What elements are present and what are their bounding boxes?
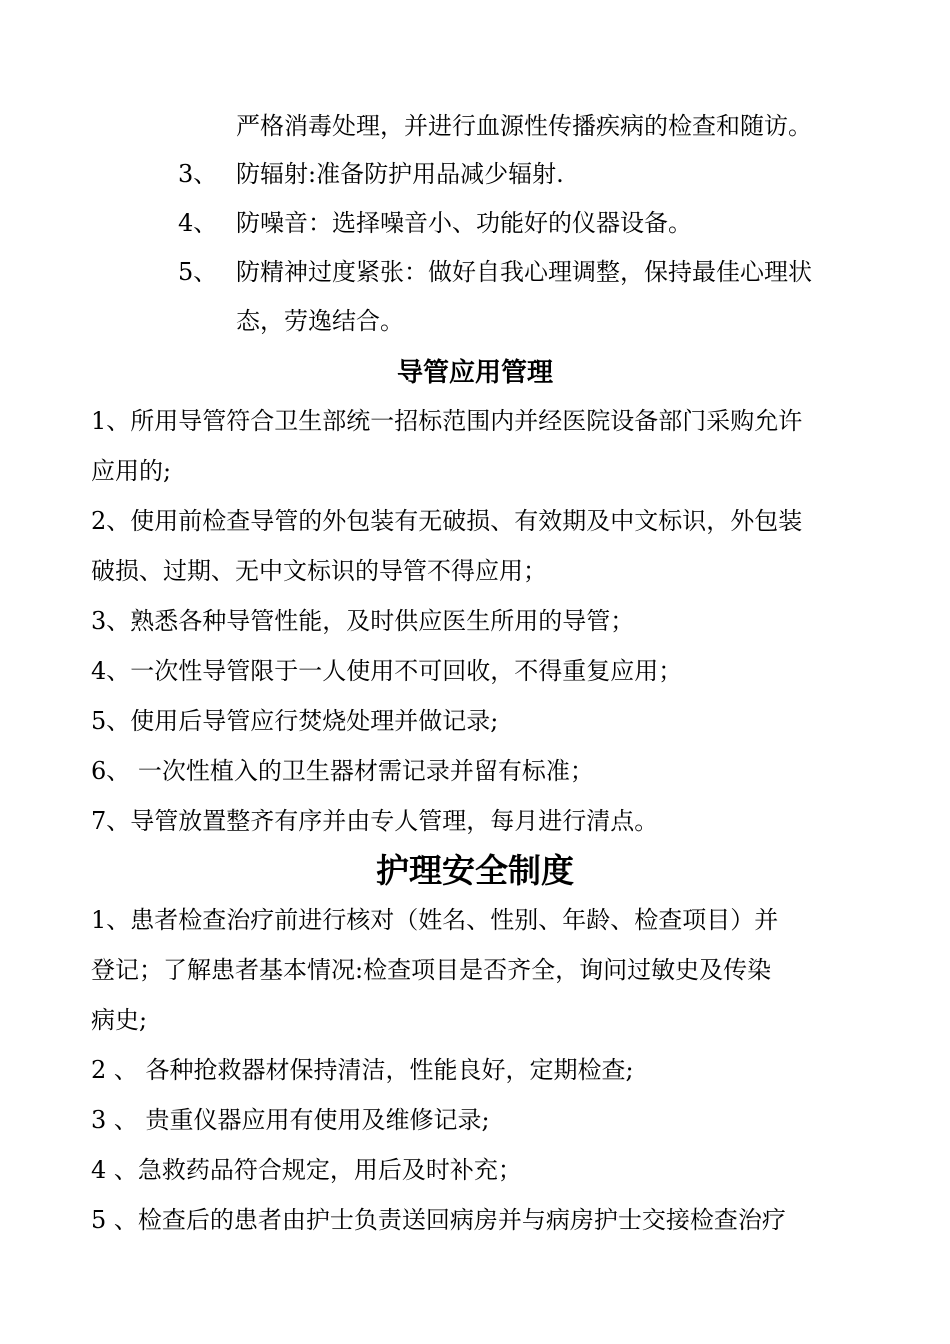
paragraph-line: 破损、过期、无中文标识的导管不得应用； (91, 557, 547, 585)
list-item-text: 防噪音：选择噪音小、功能好的仪器设备。 (236, 209, 692, 237)
paragraph-line: 1、所用导管符合卫生部统一招标范围内并经医院设备部门采购允许 (91, 407, 803, 435)
list-item-number: 4、 (178, 209, 218, 237)
paragraph-line: 5 、检查后的患者由护士负责送回病房并与病房护士交接检查治疗 (91, 1206, 786, 1234)
paragraph-line: 4 、急救药品符合规定，用后及时补充； (91, 1156, 522, 1184)
list-item-number: 5、 (178, 258, 218, 286)
section-title-catheter-management: 导管应用管理 (396, 358, 553, 388)
paragraph-line: 2、使用前检查导管的外包装有无破损、有效期及中文标识，外包装 (91, 507, 803, 535)
paragraph-line: 2 、 各种抢救器材保持清洁，性能良好，定期检查; (91, 1056, 634, 1084)
paragraph-line: 3 、 贵重仪器应用有使用及维修记录; (91, 1106, 490, 1134)
list-item-text: 防辐射:准备防护用品减少辐射. (236, 160, 564, 188)
paragraph-line: 1、患者检查治疗前进行核对（姓名、性别、年龄、检查项目）并 (91, 906, 779, 934)
paragraph-line: 病史; (91, 1006, 148, 1034)
section-title-nursing-safety: 护理安全制度 (376, 851, 574, 890)
paragraph-line: 6、 一次性植入的卫生器材需记录并留有标准； (91, 757, 594, 785)
list-continuation-text: 严格消毒处理，并进行血源性传播疾病的检查和随访。 (236, 112, 812, 140)
paragraph-line: 登记；了解患者基本情况:检查项目是否齐全，询问过敏史及传染 (91, 956, 772, 984)
paragraph-line: 7、导管放置整齐有序并由专人管理，每月进行清点。 (91, 807, 659, 835)
paragraph-line: 4、一次性导管限于一人使用不可回收，不得重复应用； (91, 657, 683, 685)
list-item-number: 3、 (178, 160, 218, 188)
paragraph-line: 3、熟悉各种导管性能，及时供应医生所用的导管； (91, 607, 635, 635)
paragraph-line: 5、使用后导管应行焚烧处理并做记录; (91, 707, 499, 735)
list-item-text: 防精神过度紧张：做好自我心理调整，保持最佳心理状 (236, 258, 812, 286)
list-item-text-continued: 态，劳逸结合。 (236, 307, 404, 335)
paragraph-line: 应用的; (91, 457, 172, 485)
